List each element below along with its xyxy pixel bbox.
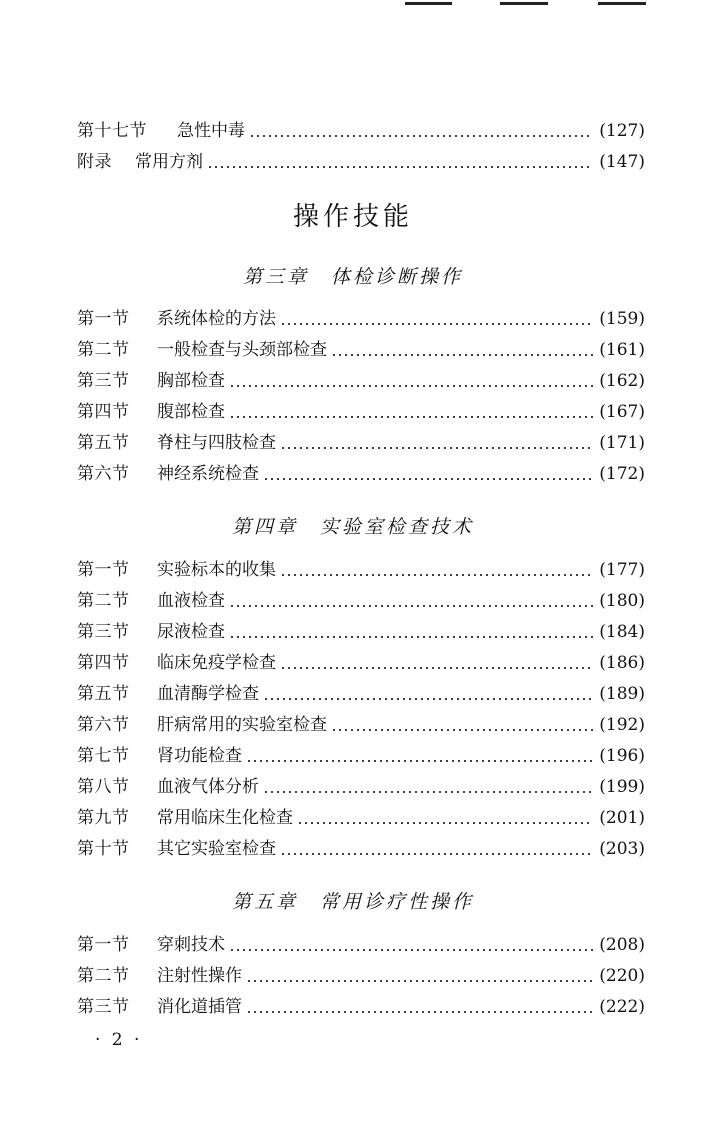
section-label: 第一节	[77, 560, 130, 580]
toc-entry[interactable]	[77, 649, 645, 677]
toc-entry[interactable]	[77, 931, 645, 959]
leader-dots	[207, 166, 593, 168]
section-label: 第十节	[77, 839, 130, 859]
leader-dots	[280, 853, 593, 855]
page-ref: (208)	[599, 935, 645, 955]
toc-entry[interactable]	[77, 993, 645, 1021]
entry-title: 血液气体分析	[157, 777, 259, 797]
section-label: 第二节	[77, 340, 130, 360]
page-ref: (162)	[599, 371, 645, 391]
leader-dots	[229, 385, 593, 387]
toc-entry[interactable]	[77, 148, 645, 176]
toc-entry[interactable]	[77, 711, 645, 739]
page-number: · 2 ·	[95, 1030, 143, 1050]
section-label: 第九节	[77, 808, 130, 828]
toc-entry[interactable]	[77, 962, 645, 990]
toc-entry[interactable]	[77, 804, 645, 832]
leader-dots	[280, 323, 593, 325]
entry-title: 常用临床生化检查	[157, 808, 293, 828]
chapter-title: 第三章 体检诊断操作	[242, 266, 463, 288]
leader-dots	[331, 729, 593, 731]
page-ref: (127)	[599, 121, 645, 141]
entry-title: 血清酶学检查	[157, 684, 259, 704]
section-label: 第六节	[77, 715, 130, 735]
leader-dots	[246, 760, 593, 762]
toc-entry[interactable]	[77, 556, 645, 584]
page-ref: (184)	[599, 622, 645, 642]
toc-entry[interactable]	[77, 773, 645, 801]
page-ref: (172)	[599, 464, 645, 484]
toc-entry[interactable]	[77, 367, 645, 395]
page-ref: (147)	[599, 152, 645, 172]
leader-dots	[297, 822, 593, 824]
page-ref: (186)	[599, 653, 645, 673]
entry-title: 临床免疫学检查	[157, 653, 276, 673]
toc-entry[interactable]	[77, 336, 645, 364]
entry-title: 注射性操作	[157, 966, 242, 986]
toc-entry[interactable]	[77, 618, 645, 646]
section-label: 附录	[77, 152, 112, 172]
toc-entry[interactable]	[77, 460, 645, 488]
entry-title: 系统体检的方法	[157, 309, 276, 329]
section-label: 第二节	[77, 966, 130, 986]
leader-dots	[280, 447, 593, 449]
section-label: 第八节	[77, 777, 130, 797]
leader-dots	[229, 605, 593, 607]
entry-title: 肝病常用的实验室检查	[157, 715, 327, 735]
entry-title: 穿刺技术	[157, 935, 225, 955]
toc-entry[interactable]	[77, 429, 645, 457]
entry-title: 肾功能检查	[157, 746, 242, 766]
chapter-title: 第四章 实验室检查技术	[231, 516, 474, 538]
leader-dots	[246, 1011, 593, 1013]
top-edge-marks	[0, 0, 706, 20]
section-label: 第六节	[77, 464, 130, 484]
entry-title: 消化道插管	[157, 997, 242, 1017]
toc-entry[interactable]	[77, 305, 645, 333]
leader-dots	[229, 416, 593, 418]
toc-entry[interactable]	[77, 117, 645, 145]
toc-entry[interactable]	[77, 835, 645, 863]
entry-title: 其它实验室检查	[157, 839, 276, 859]
entry-title: 急性中毒	[177, 121, 245, 141]
page-ref: (199)	[599, 777, 645, 797]
section-label: 第一节	[77, 309, 130, 329]
section-label: 第七节	[77, 746, 130, 766]
entry-title: 血液检查	[157, 591, 225, 611]
section-label: 第二节	[77, 591, 130, 611]
entry-title: 常用方剂	[135, 152, 203, 172]
page-ref: (220)	[599, 966, 645, 986]
leader-dots	[263, 698, 593, 700]
leader-dots	[263, 478, 593, 480]
leader-dots	[280, 574, 593, 576]
leader-dots	[249, 135, 593, 137]
page-ref: (177)	[599, 560, 645, 580]
section-label: 第四节	[77, 402, 130, 422]
toc-entry[interactable]	[77, 680, 645, 708]
toc-entry[interactable]	[77, 742, 645, 770]
page-ref: (192)	[599, 715, 645, 735]
entry-title: 实验标本的收集	[157, 560, 276, 580]
page-ref: (171)	[599, 433, 645, 453]
page-ref: (161)	[599, 340, 645, 360]
section-label: 第五节	[77, 684, 130, 704]
page-ref: (159)	[599, 309, 645, 329]
section-label: 第十七节	[77, 121, 147, 141]
section-label: 第三节	[77, 371, 130, 391]
leader-dots	[246, 980, 593, 982]
leader-dots	[229, 949, 593, 951]
leader-dots	[280, 667, 593, 669]
page-ref: (222)	[599, 997, 645, 1017]
entry-title: 胸部检查	[157, 371, 225, 391]
section-label: 第三节	[77, 997, 130, 1017]
page-ref: (189)	[599, 684, 645, 704]
page-ref: (203)	[599, 839, 645, 859]
leader-dots	[331, 354, 593, 356]
page-ref: (167)	[599, 402, 645, 422]
page-ref: (196)	[599, 746, 645, 766]
page-ref: (180)	[599, 591, 645, 611]
entry-title: 一般检查与头颈部检查	[157, 340, 327, 360]
section-label: 第三节	[77, 622, 130, 642]
toc-entry[interactable]	[77, 398, 645, 426]
toc-entry[interactable]	[77, 587, 645, 615]
leader-dots	[229, 636, 593, 638]
entry-title: 神经系统检查	[157, 464, 259, 484]
entry-title: 尿液检查	[157, 622, 225, 642]
entry-title: 脊柱与四肢检查	[157, 433, 276, 453]
section-label: 第四节	[77, 653, 130, 673]
page-ref: (201)	[599, 808, 645, 828]
part-title: 操作技能	[292, 202, 413, 232]
entry-title: 腹部检查	[157, 402, 225, 422]
section-label: 第五节	[77, 433, 130, 453]
chapter-title: 第五章 常用诊疗性操作	[231, 891, 474, 913]
section-label: 第一节	[77, 935, 130, 955]
leader-dots	[263, 791, 593, 793]
